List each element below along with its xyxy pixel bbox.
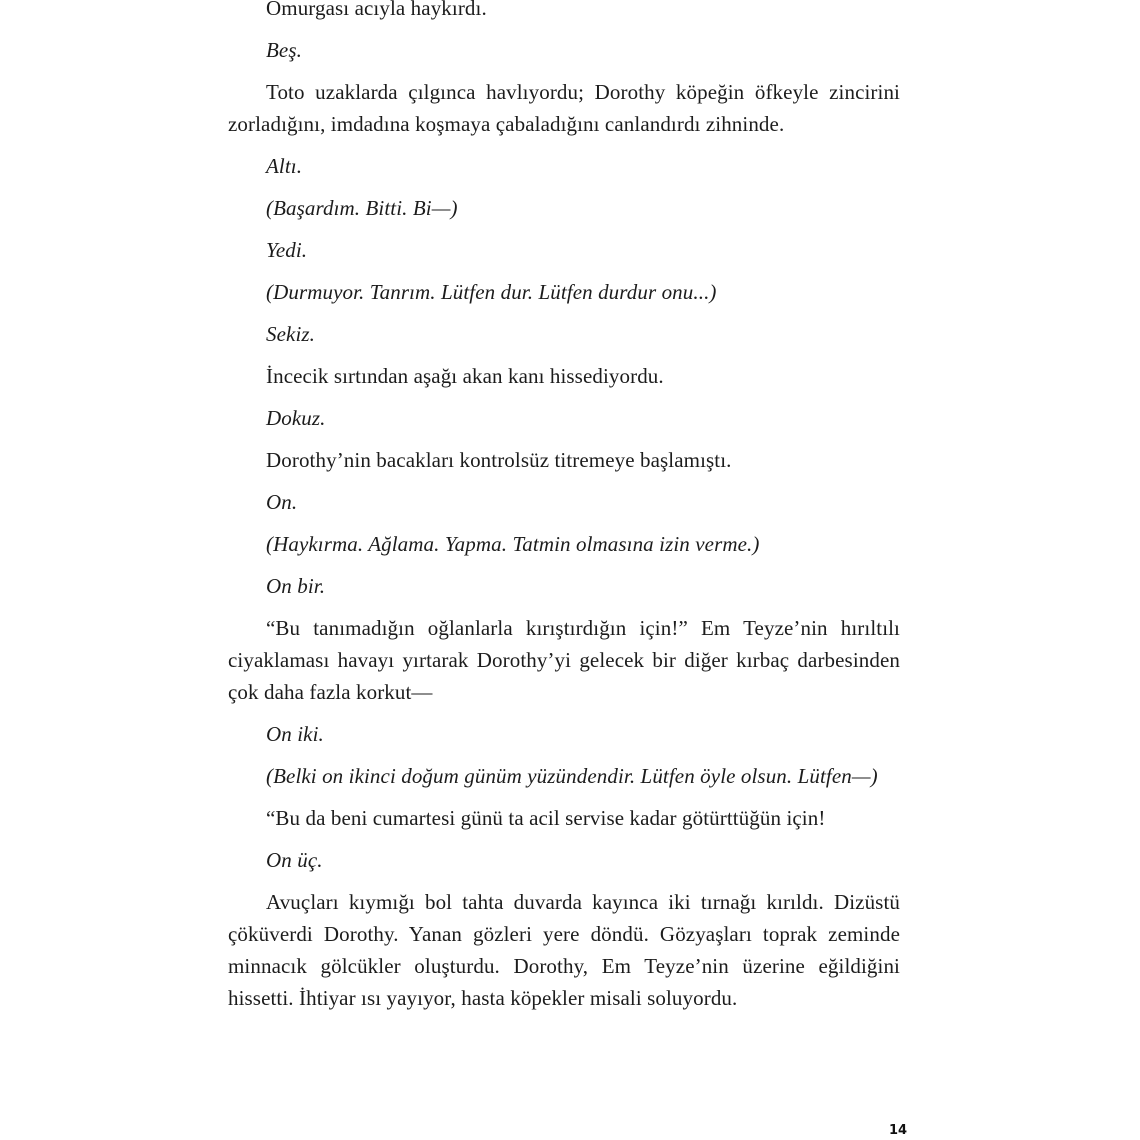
paragraph: Dorothy’nin bacakları kontrolsüz titremeye başlamıştı. (266, 448, 732, 472)
paragraph: Beş. (266, 38, 302, 62)
paragraph: Avuçları kıymığı bol tahta duvarda kayınca iki tırnağı kırıldı. Dizüstü çöküverdi Dorothy. Yanan gözleri yere döndü. Gözyaşları toprak zeminde minnacık gölcükler oluşturdu. Dorothy, Em Teyze’nin üzerine eğildiğini hissetti. İhtiyar ısı yayıyor, hasta köpekler misali soluyordu. (228, 890, 900, 1010)
paragraph: “Bu tanımadığın oğlanlarla kırıştırdığın için!” Em Teyze’nin hırıltılı ciyaklaması havayı yırtarak Dorothy’yi gelecek bir diğer kırbaç darbesinden çok daha fazla korkut— (228, 616, 900, 704)
paragraph: Altı. (266, 154, 303, 178)
paragraph: (Başardım. Bitti. Bi—) (266, 196, 458, 220)
paragraph: Omurgası acıyla haykırdı. (266, 0, 487, 20)
paragraph: İncecik sırtından aşağı akan kanı hissediyordu. (266, 364, 664, 388)
text-column (228, 0, 900, 1014)
paragraph: On bir. (266, 574, 326, 598)
paragraph: On üç. (266, 848, 323, 872)
paragraph: “Bu da beni cumartesi günü ta acil servise kadar götürttüğün için! (266, 806, 826, 830)
paragraph: Toto uzaklarda çılgınca havlıyordu; Dorothy köpeğin öfkeyle zincirini zorladığını, imdadına koşmaya çabaladığını canlandırdı zihninde. (228, 80, 900, 136)
paragraph: (Haykırma. Ağlama. Yapma. Tatmin olmasına izin verme.) (266, 532, 760, 556)
paragraph: Yedi. (266, 238, 308, 262)
paragraph: (Durmuyor. Tanrım. Lütfen dur. Lütfen durdur onu...) (266, 280, 717, 304)
paragraph: On iki. (266, 722, 324, 746)
paragraph: On. (266, 490, 298, 514)
paragraph: Dokuz. (266, 406, 326, 430)
page-number: 14 (889, 1123, 908, 1138)
paragraph: Sekiz. (266, 322, 315, 346)
paragraph: (Belki on ikinci doğum günüm yüzündendir. Lütfen öyle olsun. Lütfen—) (266, 764, 878, 788)
